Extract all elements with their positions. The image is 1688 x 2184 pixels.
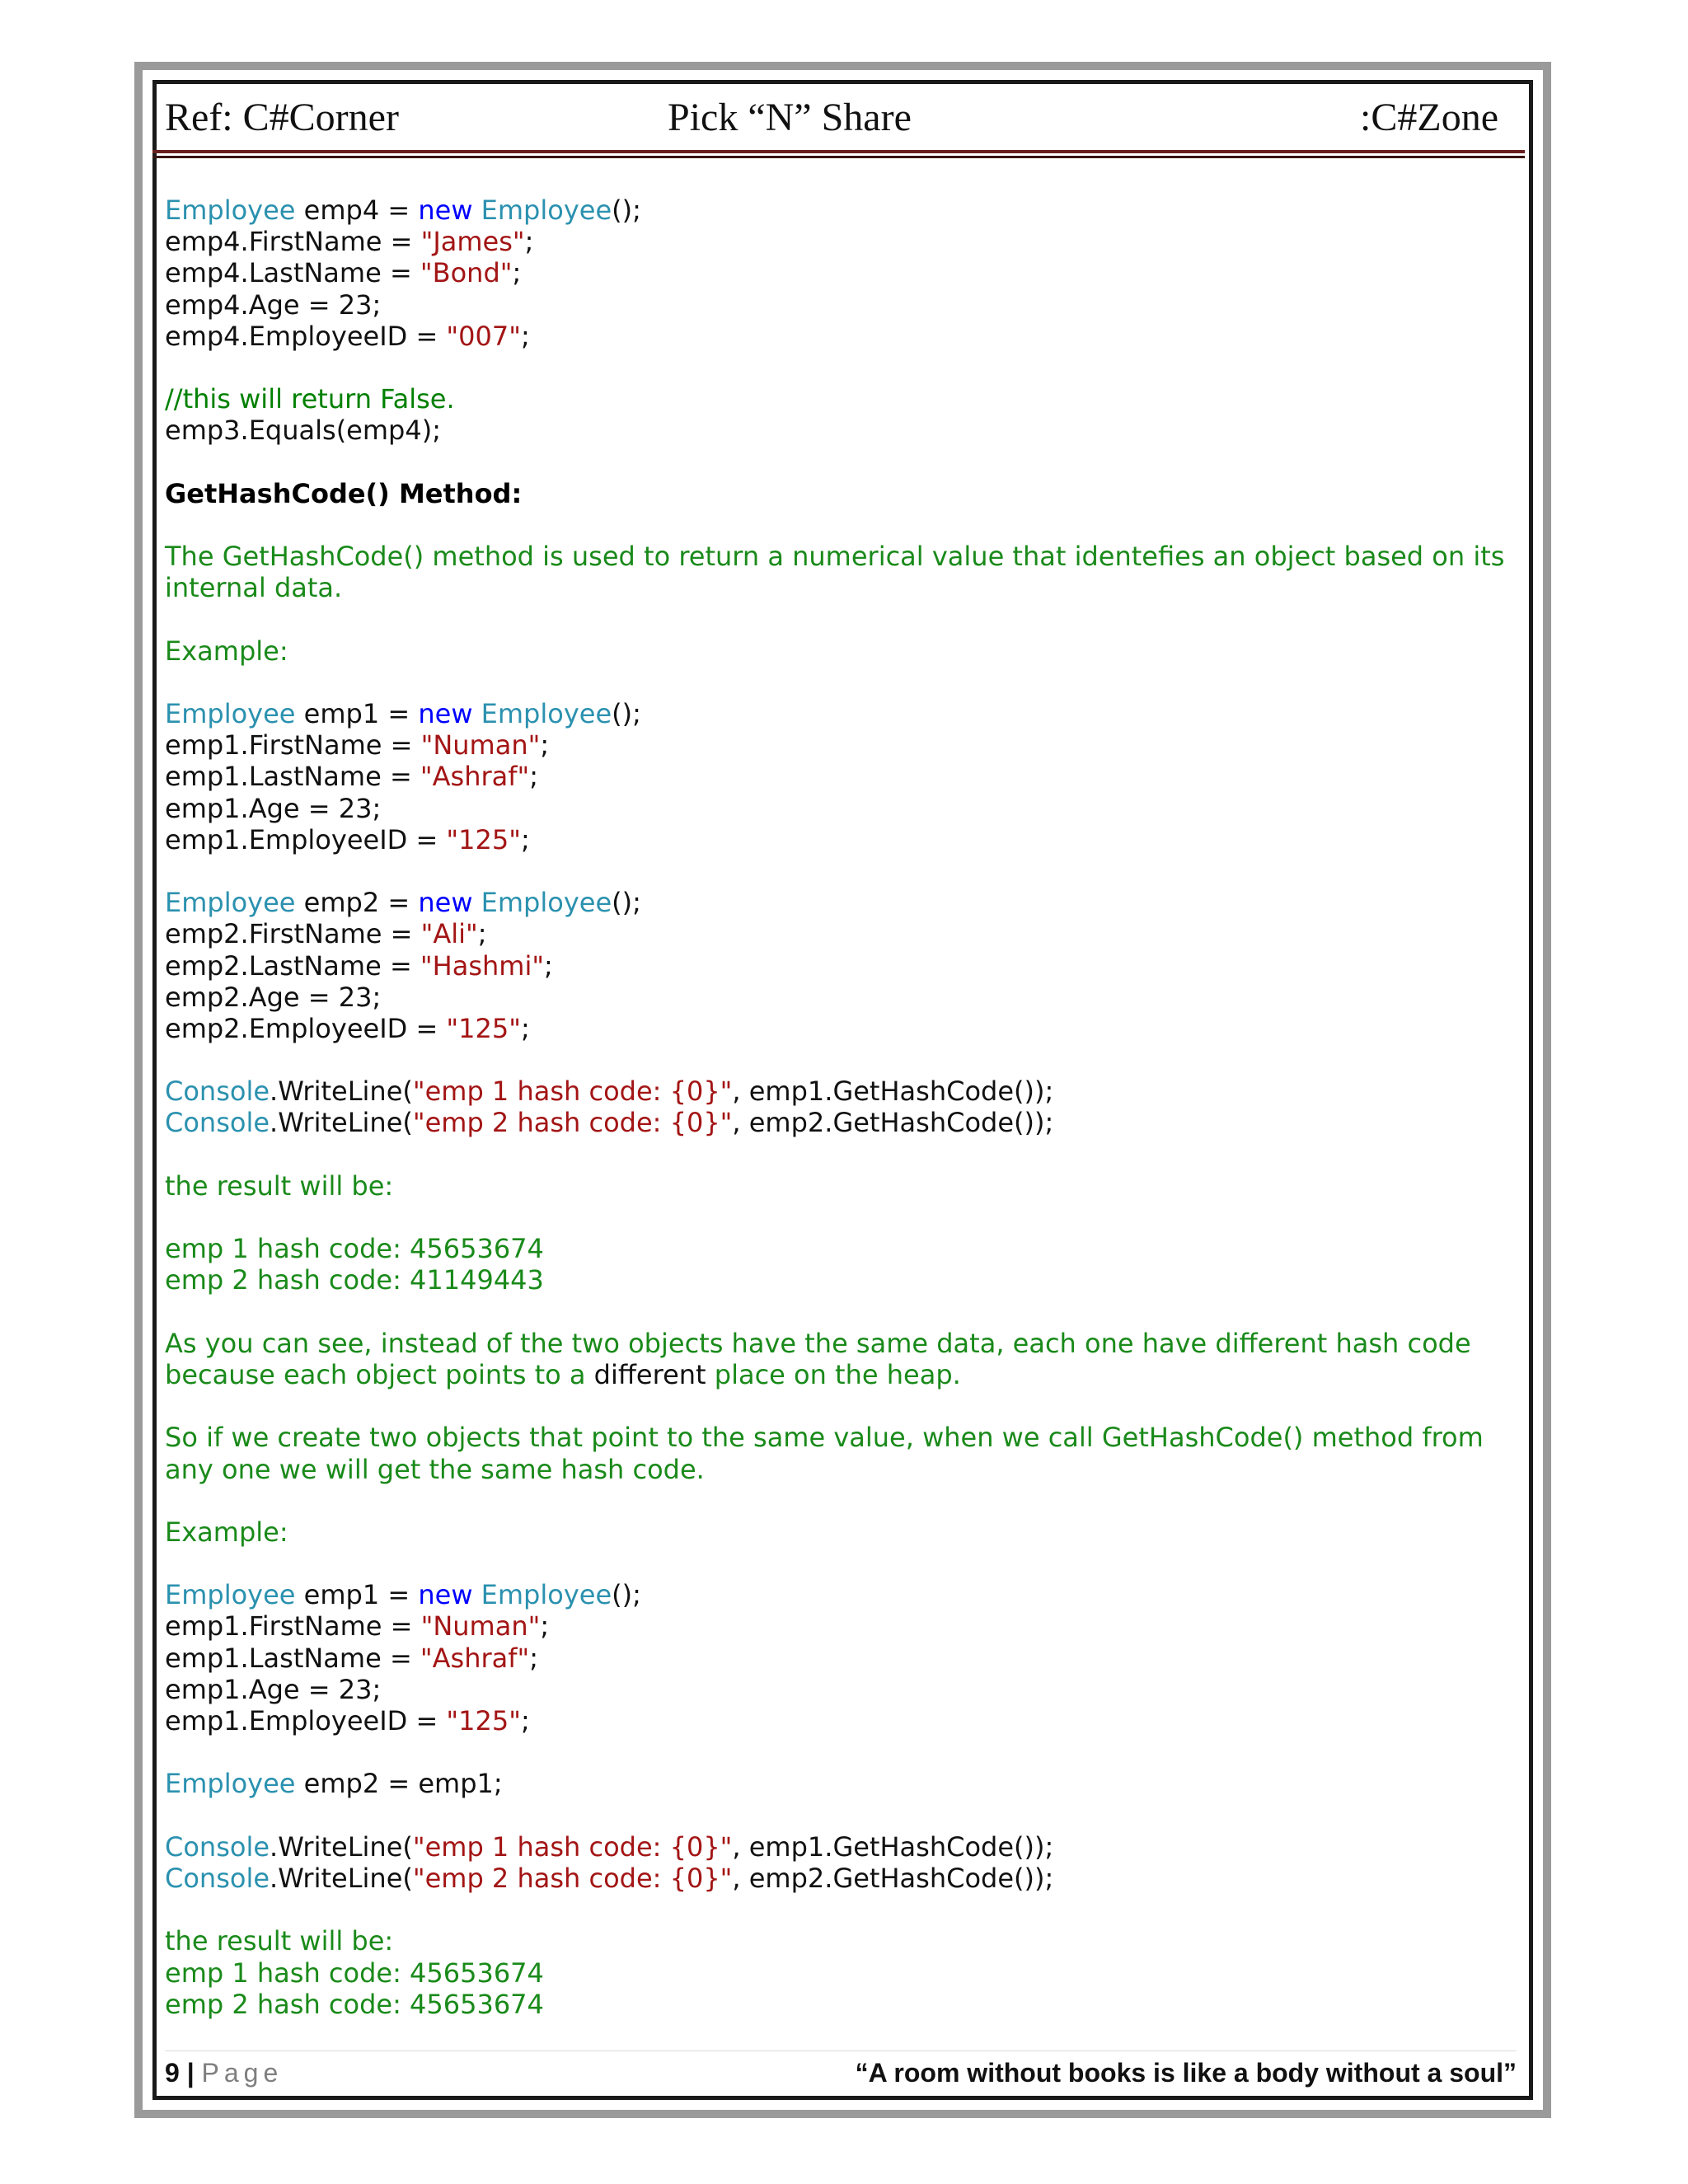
code-line <box>165 729 1517 761</box>
result-line: emp 1 hash code: 45653674 <box>165 1233 544 1265</box>
code-line <box>165 887 1517 918</box>
code-line <box>165 1076 1517 1107</box>
code-string: "emp 1 hash code: {0}" <box>412 1830 733 1863</box>
code-text: ; <box>520 320 530 352</box>
code-type: Employee <box>481 698 612 729</box>
footer-quote: “A room without books is like a body without a soul” <box>855 2058 1517 2088</box>
code-line <box>165 1610 1517 1642</box>
code-line <box>165 982 1517 1013</box>
code-string: "Hashmi" <box>420 949 545 982</box>
code-line <box>165 1674 1517 1705</box>
code-line <box>165 226 1517 257</box>
code-text: ; <box>524 226 534 258</box>
code-text: .WriteLine( <box>270 1076 413 1108</box>
code-text: emp1.EmployeeID = <box>165 1705 447 1736</box>
code-keyword: new <box>418 698 473 729</box>
code-text: emp1.Age = 23; <box>165 792 382 824</box>
code-text: emp4.Age = 23; <box>165 288 382 321</box>
header-ref: Ref: C#Corner <box>165 96 399 139</box>
paragraph-text: place on the heap. <box>706 1358 961 1390</box>
code-line <box>165 257 1517 288</box>
code-line <box>165 321 1517 352</box>
example-label: Example: <box>165 635 288 667</box>
page-number: 9 <box>165 2058 180 2088</box>
code-text: ; <box>540 729 550 762</box>
code-text: emp1.FirstName = <box>165 729 421 762</box>
code-text <box>472 194 481 226</box>
code-text: ; <box>544 949 553 982</box>
code-type: Employee <box>165 1579 296 1611</box>
code-line <box>165 289 1517 321</box>
code-text: .WriteLine( <box>270 1830 413 1863</box>
code-text: (); <box>612 1579 641 1611</box>
code-type: Employee <box>481 887 612 919</box>
code-text <box>472 1579 481 1610</box>
result-line: emp 1 hash code: 45653674 <box>165 1957 544 1989</box>
code-text <box>472 698 481 729</box>
code-type: Console <box>165 1076 270 1108</box>
description-line: The GetHashCode() method is used to return a numerical value that identefies an object based on its <box>165 541 1505 573</box>
code-string: "Ali" <box>420 918 478 950</box>
code-type: Employee <box>481 1579 612 1611</box>
code-text: emp2.EmployeeID = <box>165 1012 447 1044</box>
page-body <box>165 194 1517 2020</box>
paragraph-text: because each object points to a <box>165 1358 594 1390</box>
code-type: Console <box>165 1830 270 1863</box>
code-text: .WriteLine( <box>270 1862 413 1894</box>
code-line <box>165 761 1517 792</box>
code-text: ; <box>520 1705 530 1736</box>
code-keyword: new <box>418 887 473 919</box>
code-string: "125" <box>446 1705 521 1736</box>
header-title: Pick “N” Share <box>668 96 912 139</box>
code-type: Employee <box>165 887 296 919</box>
code-text: emp1.Age = 23; <box>165 1673 382 1705</box>
code-text: emp4 = <box>295 194 419 226</box>
code-type: Employee <box>165 1768 296 1800</box>
code-string: "Ashraf" <box>420 761 530 793</box>
code-text: emp2 = <box>295 887 419 919</box>
header-rule-top <box>152 150 1525 153</box>
code-line: emp3.Equals(emp4); <box>165 415 441 447</box>
code-line <box>165 1705 1517 1736</box>
code-comment: //this will return False. <box>165 383 455 415</box>
paragraph-line <box>165 1359 1517 1390</box>
code-type: Employee <box>165 698 296 729</box>
code-text: , emp2.GetHashCode()); <box>732 1107 1054 1139</box>
paragraph-line: As you can see, instead of the two objects have the same data, each one have different hash code <box>165 1327 1471 1359</box>
code-text <box>472 887 481 918</box>
code-type: Employee <box>481 194 612 226</box>
code-text: ; <box>477 918 487 950</box>
code-string: "007" <box>446 320 521 352</box>
section-title: GetHashCode() Method: <box>165 477 523 509</box>
code-string: "Bond" <box>420 257 513 289</box>
code-string: "Numan" <box>420 1610 541 1643</box>
code-text: emp4.EmployeeID = <box>165 320 447 352</box>
code-text: emp4.LastName = <box>165 257 420 289</box>
code-keyword: new <box>418 1579 473 1611</box>
code-type: Console <box>165 1862 270 1894</box>
result-line: emp 2 hash code: 45653674 <box>165 1988 544 2020</box>
code-text: emp1.EmployeeID = <box>165 823 447 855</box>
code-keyword: new <box>418 194 473 226</box>
code-line <box>165 1579 1517 1610</box>
code-text: , emp1.GetHashCode()); <box>732 1830 1054 1863</box>
code-text: emp2.Age = 23; <box>165 981 382 1013</box>
code-line <box>165 698 1517 729</box>
header-zone: :C#Zone <box>1360 96 1498 139</box>
code-string: "emp 2 hash code: {0}" <box>412 1862 733 1894</box>
code-text: ; <box>540 1610 550 1643</box>
code-text: emp1 = <box>295 1579 419 1611</box>
code-line <box>165 1831 1517 1863</box>
code-text: ; <box>520 823 530 855</box>
code-line <box>165 824 1517 855</box>
example-label: Example: <box>165 1516 288 1548</box>
code-text: , emp2.GetHashCode()); <box>732 1862 1054 1894</box>
code-text: emp4.FirstName = <box>165 226 421 258</box>
result-label: the result will be: <box>165 1169 394 1202</box>
code-string: "emp 1 hash code: {0}" <box>412 1076 733 1108</box>
code-text: emp1.LastName = <box>165 1642 420 1674</box>
code-text: , emp1.GetHashCode()); <box>732 1076 1054 1108</box>
code-string: "James" <box>420 226 525 258</box>
code-text: emp1.FirstName = <box>165 1610 421 1643</box>
page-word: Page <box>201 2058 284 2088</box>
code-text: ; <box>512 257 522 289</box>
code-text: emp2.LastName = <box>165 949 420 982</box>
code-line <box>165 1107 1517 1138</box>
code-text: (); <box>612 698 641 729</box>
code-line <box>165 1863 1517 1894</box>
page-separator: | <box>179 2058 202 2088</box>
code-type: Console <box>165 1107 270 1139</box>
code-type: Employee <box>165 194 296 226</box>
code-text: .WriteLine( <box>270 1107 413 1139</box>
code-string: "125" <box>446 1012 521 1044</box>
page-footer <box>165 2050 1517 2093</box>
page-header <box>165 95 1507 144</box>
result-line: emp 2 hash code: 41149443 <box>165 1264 544 1296</box>
code-text: (); <box>612 887 641 919</box>
code-line <box>165 793 1517 824</box>
code-text: emp2 = emp1; <box>295 1768 503 1800</box>
code-text: ; <box>529 761 539 793</box>
code-line <box>165 950 1517 982</box>
code-text: ; <box>529 1642 539 1674</box>
code-line <box>165 194 1517 226</box>
footer-page-indicator <box>165 2058 283 2088</box>
code-line <box>165 918 1517 949</box>
code-string: "emp 2 hash code: {0}" <box>412 1107 733 1139</box>
result-label: the result will be: <box>165 1925 394 1957</box>
code-line <box>165 1643 1517 1674</box>
paragraph-line: any one we will get the same hash code. <box>165 1453 705 1485</box>
paragraph-emphasis: different <box>593 1358 706 1390</box>
code-string: "Ashraf" <box>420 1642 530 1674</box>
code-text: emp2.FirstName = <box>165 918 421 950</box>
code-string: "Numan" <box>420 729 541 762</box>
paragraph-line: So if we create two objects that point to the same value, when we call GetHashCode() method from <box>165 1422 1484 1454</box>
code-text: ; <box>520 1012 530 1044</box>
code-text: emp1.LastName = <box>165 761 420 793</box>
code-line <box>165 1768 1517 1799</box>
code-text: emp1 = <box>295 698 419 729</box>
description-line: internal data. <box>165 572 343 604</box>
code-text: (); <box>612 194 641 226</box>
code-string: "125" <box>446 823 521 855</box>
header-rule-bottom <box>152 156 1525 158</box>
code-line <box>165 1013 1517 1044</box>
